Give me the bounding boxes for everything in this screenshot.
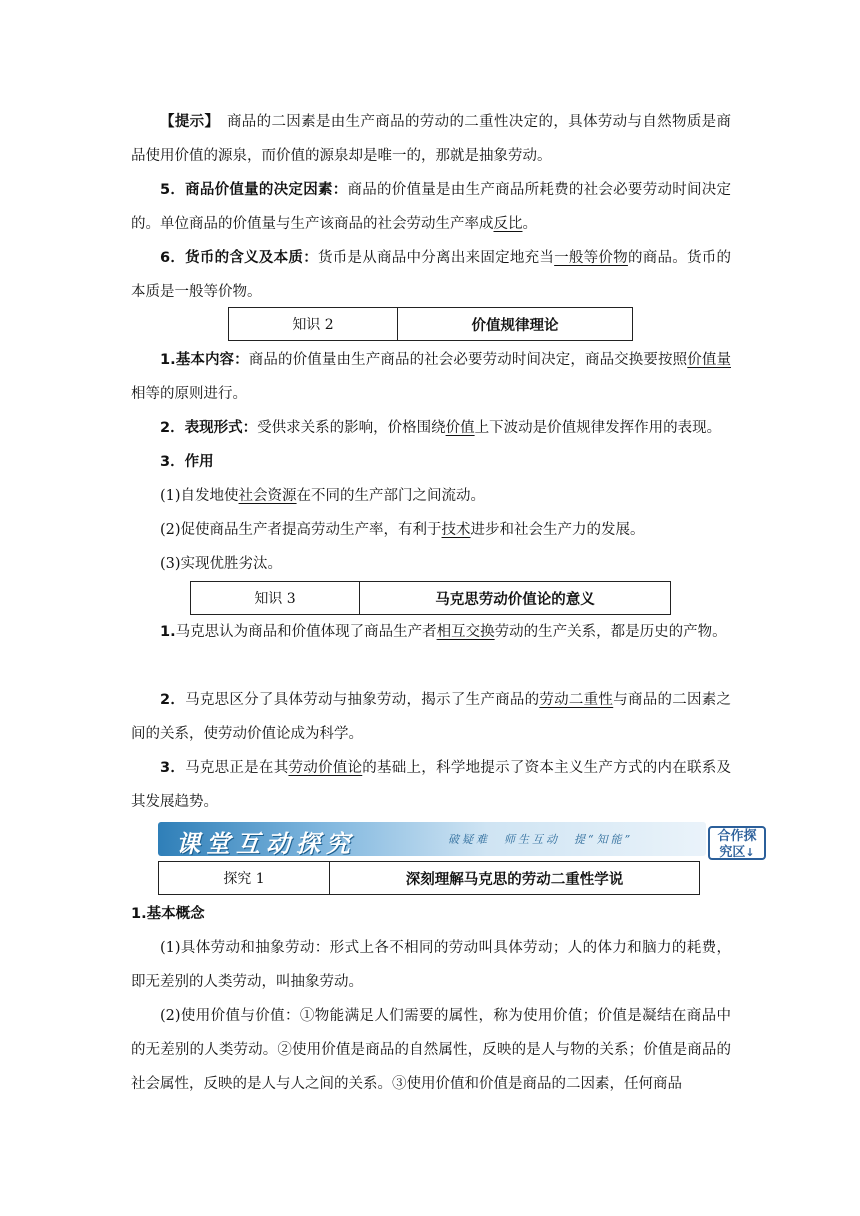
badge-line-1: 合作探 [717, 829, 757, 844]
k3-point-3-answer: 劳动价值论 [288, 760, 363, 776]
knowledge-3-label: 知识 3 [191, 582, 360, 614]
item5-answer: 反比 [493, 216, 523, 232]
explore-1-label: 探究 1 [159, 862, 330, 894]
item6-answer: 一般等价物 [554, 250, 628, 266]
k2-effect-1-text-end: 在不同的生产部门之间流动。 [296, 488, 486, 504]
k3-point-1-text-end: 劳动的生产关系，都是历史的产物。 [494, 624, 727, 640]
k3-point-1-num: 1. [160, 624, 176, 640]
badge-line-2: 究区 [719, 845, 746, 860]
cooperation-zone-badge [708, 826, 766, 860]
k2-basic-text: 商品的价值量由生产商品的社会必要劳动时间决定，商品交换要按照 [248, 352, 688, 368]
item5-text: 商品的价值量是由生产商品所耗费的社会必要劳动时间决定的。单位商品的价值量与生产该商品的社会劳动生产率成 [131, 182, 731, 232]
k3-point-2-text-end: 与商品的二因素之间的关系，使劳动价值论成为科学。 [131, 692, 732, 742]
k2-basic-title: 1.基本内容： [160, 352, 249, 368]
k3-point-2-answer: 劳动二重性 [539, 692, 614, 708]
k2-effect-2-text: (2)促使商品生产者提高劳动生产率，有利于 [160, 522, 442, 538]
k2-basic-content [131, 343, 731, 411]
item5-text-end: 。 [522, 216, 537, 232]
k3-point-1 [131, 615, 731, 649]
k3-point-2-text: 马克思区分了具体劳动与抽象劳动，揭示了生产商品的 [185, 692, 540, 708]
knowledge-3-header [190, 581, 671, 615]
k2-effect-3 [131, 547, 731, 581]
k2-effect-1 [131, 479, 731, 513]
k2-basic-text-end: 相等的原则进行。 [131, 386, 247, 402]
knowledge-3-title: 马克思劳动价值论的意义 [435, 591, 595, 608]
explore-1-title: 深刻理解马克思的劳动二重性学说 [405, 871, 624, 888]
item6-paragraph [131, 241, 731, 309]
k2-form [131, 411, 731, 445]
k2-effect-heading [131, 445, 731, 479]
k3-point-3-text-end: 的基础上，科学地提示了资本主义生产方式的内在联系及其发展趋势。 [131, 760, 732, 810]
k3-point-1-text: 马克思认为商品和价值体现了商品生产者 [175, 624, 437, 640]
arrow-down-icon: ↓ [745, 846, 755, 859]
k2-effect-2-answer: 技术 [441, 522, 471, 538]
concept-value: (2)使用价值与价值：①物能满足人们需要的属性，称为使用价值；价值是凝结在商品中的无差别的人类劳动。②使用价值是商品的自然属性，反映的是人与物的关系；价值是商品的社会属性，反映的是人与人之间的关系。③使用价值和价值是商品的二因素，任何商品 [131, 1008, 731, 1092]
knowledge-2-header [228, 307, 633, 341]
knowledge-2-title: 价值规律理论 [471, 317, 559, 334]
k2-form-title: 2．表现形式： [160, 420, 258, 436]
item6-text: 货币是从商品中分离出来固定地充当 [317, 250, 555, 266]
k2-effect-3-text: (3)实现优胜劣汰。 [160, 556, 283, 572]
k3-point-2-num: 2． [160, 692, 186, 708]
item5-title: 5．商品价值量的决定因素： [160, 182, 348, 198]
k3-point-3-text: 马克思正是在其 [185, 760, 289, 776]
concepts-title: 1.基本概念 [131, 906, 205, 922]
knowledge-2-label: 知识 2 [229, 308, 398, 340]
k2-effect-2-text-end: 进步和社会生产力的发展。 [470, 522, 645, 538]
k3-point-3 [131, 751, 731, 819]
k3-point-2 [131, 683, 731, 751]
explore-1-header [158, 861, 700, 895]
item6-title: 6．货币的含义及本质： [160, 250, 318, 266]
k2-effect-1-answer: 社会资源 [238, 488, 297, 504]
hint-label: 【提示】 [160, 114, 213, 130]
explore-1-concepts-heading [131, 897, 731, 931]
k2-effect-2 [131, 513, 731, 547]
hint-text: 商品的二因素是由生产商品的劳动的二重性决定的，具体劳动与自然物质是商品使用价值的源泉，而价值的源泉却是唯一的，那就是抽象劳动。 [131, 114, 732, 164]
item6-text-end: 的商品。货币的本质是一般等价物。 [131, 250, 732, 300]
banner-subtitle: 破疑难 师生互动 提“知能” [448, 833, 634, 846]
item5-paragraph [131, 173, 731, 241]
k2-basic-answer: 价值量 [687, 352, 731, 368]
banner-title: 课堂互动探究 [176, 829, 356, 858]
k3-point-3-num: 3． [160, 760, 186, 776]
k2-form-answer: 价值 [445, 420, 475, 436]
k2-effect-1-text: (1)自发地使 [160, 488, 239, 504]
k2-form-text-end: 上下波动是价值规律发挥作用的表现。 [474, 420, 722, 436]
k2-form-text: 受供求关系的影响，价格围绕 [257, 420, 446, 436]
concept-labor: (1)具体劳动和抽象劳动：形式上各不相同的劳动叫具体劳动；人的体力和脑力的耗费，即无差别的人类劳动，叫抽象劳动。 [131, 940, 731, 990]
k2-effect-title: 3．作用 [160, 454, 214, 470]
k3-point-1-answer: 相互交换 [436, 624, 495, 640]
section-banner [158, 822, 706, 856]
hint-paragraph [131, 105, 731, 173]
